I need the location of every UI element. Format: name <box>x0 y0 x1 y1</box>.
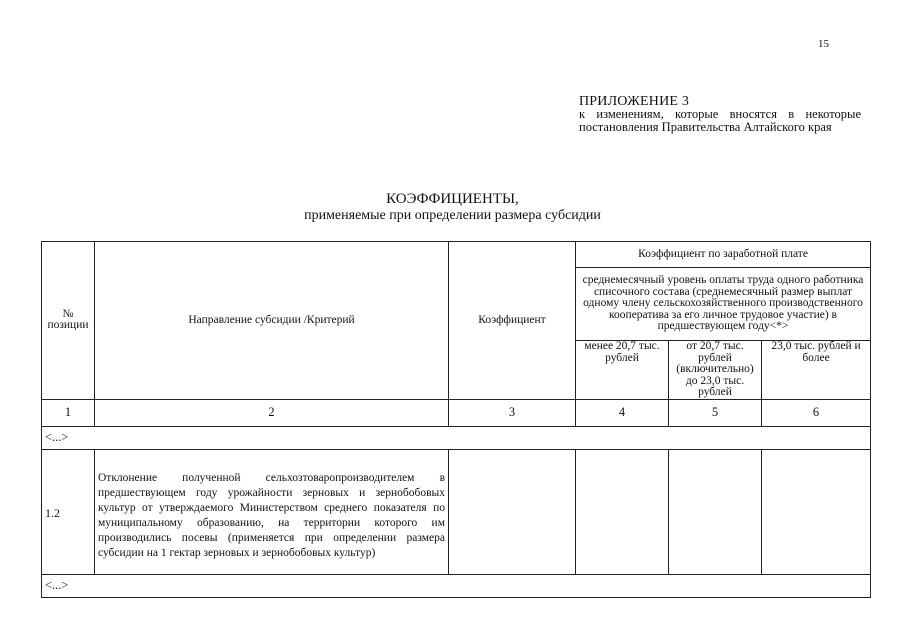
header-coefficient: Коэффициент <box>449 242 576 400</box>
document-subtitle: применяемые при определении размера субсидии <box>304 208 601 223</box>
coefficients-table <box>41 241 871 598</box>
column-number: 2 <box>95 399 449 426</box>
column-numbers-row <box>42 399 871 426</box>
row-less-cell <box>576 449 669 574</box>
column-number: 4 <box>576 399 669 426</box>
header-salary-group: Коэффициент по заработной плате <box>576 242 871 268</box>
row-more-cell <box>762 449 871 574</box>
ellipsis-text: <...> <box>42 574 871 597</box>
table-row <box>42 449 871 574</box>
header-direction: Направление субсидии /Критерий <box>95 242 449 400</box>
document-title: КОЭФФИЦИЕНТЫ, <box>386 191 519 207</box>
row-criterion: Отклонение полученной сельхозтоваропроизводителем в предшествующем году урожайности зерновых и зернобобовых культур от утверждаемого Министерством среднего показателя по муниципальному образованию, на территории которого им производились посевы (применяется при определении размера субсидии на 1 гектар зерновых и зернобобовых культур) <box>95 449 449 574</box>
appendix-block <box>579 95 861 134</box>
row-mid-cell <box>669 449 762 574</box>
header-col-more: 23,0 тыс. рублей и более <box>762 341 871 400</box>
ellipsis-text: <...> <box>42 426 871 449</box>
header-position: № позиции <box>42 242 95 400</box>
row-position: 1.2 <box>42 449 95 574</box>
header-col-mid: от 20,7 тыс. рублей (включительно) до 23,0 тыс. рублей <box>669 341 762 400</box>
page-number: 15 <box>818 38 829 50</box>
header-col-less: менее 20,7 тыс. рублей <box>576 341 669 400</box>
column-number: 6 <box>762 399 871 426</box>
header-salary-description: среднемесячный уровень оплаты труда одного работника списочного состава (среднемесячный размер выплат одному члену сельскохозяйственного производственного кооператива за его личное трудовое участие) в предшествующем году<*> <box>576 268 871 341</box>
appendix-subtitle: к изменениям, которые вносятся в некоторые постановления Правительства Алтайского края <box>579 107 861 134</box>
column-number: 5 <box>669 399 762 426</box>
column-number: 1 <box>42 399 95 426</box>
column-number: 3 <box>449 399 576 426</box>
ellipsis-row <box>42 426 871 449</box>
appendix-title: ПРИЛОЖЕНИЕ 3 <box>579 94 690 109</box>
ellipsis-row <box>42 574 871 597</box>
row-coefficient-cell <box>449 449 576 574</box>
